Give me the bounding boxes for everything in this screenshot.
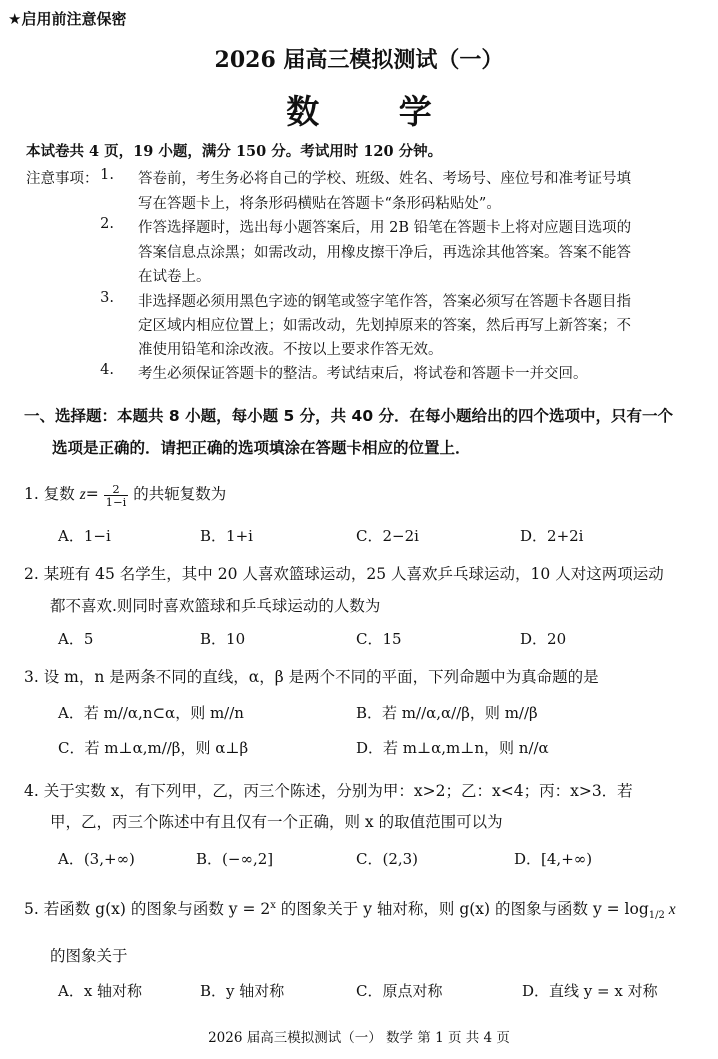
question-1 xyxy=(24,482,226,508)
note-line: 非选择题必须用黑色字迹的钢笔或签字笔作答，答案必须写在答题卡各题目指 xyxy=(138,294,631,310)
q3-option-d: D．若 m⊥α,m⊥n，则 n//α xyxy=(356,739,549,757)
q5-option-a: A．x 轴对称 xyxy=(58,982,143,1000)
q2-line1: 某班有 45 名学生，其中 20 人喜欢篮球运动，25 人喜欢乒乓球运动，10 人对这两项运动 xyxy=(43,565,664,583)
q1-option-c: C．2−2i xyxy=(356,527,419,545)
note-line: 答案信息点涂黑；如需改动，用橡皮擦干净后，再选涂其他答案。答案不能答 xyxy=(138,245,631,261)
q1-eq: = xyxy=(85,485,99,503)
q4-option-d: D．[4,+∞) xyxy=(514,850,593,868)
q1-option-d: D．2+2i xyxy=(520,527,584,545)
question-number: 2. xyxy=(24,565,39,583)
question-number: 3. xyxy=(24,668,39,686)
q3-option-b: B．若 m//α,α//β，则 m//β xyxy=(356,704,538,722)
question-number: 5. xyxy=(24,900,39,918)
question-number: 1. xyxy=(24,485,39,503)
notes-heading: 注意事项： xyxy=(26,171,99,187)
q5-option-b: B．y 轴对称 xyxy=(200,982,285,1000)
q1-option-b: B．1+i xyxy=(200,527,253,545)
question-2 xyxy=(24,562,664,584)
q5-var: x xyxy=(664,901,676,918)
q1-frac-num: 2 xyxy=(104,483,129,496)
question-number: 4. xyxy=(24,782,39,800)
q5-option-d: D．直线 y = x 对称 xyxy=(522,982,658,1000)
q5-log-base: 1/2 xyxy=(648,910,665,922)
q1-suffix: 的共轭复数为 xyxy=(133,485,227,503)
exam-info: 本试卷共 4 页，19 小题，满分 150 分。考试用时 120 分钟。 xyxy=(26,143,443,160)
q4-option-a: A．(3,+∞) xyxy=(58,850,135,868)
question-3 xyxy=(24,665,599,687)
question-5 xyxy=(24,897,676,921)
exam-title: 2026 届高三模拟测试（一） xyxy=(214,47,504,73)
q2-option-c: C．15 xyxy=(356,630,402,648)
q4-line2: 甲，乙，丙三个陈述中有且仅有一个正确，则 x 的取值范围可以为 xyxy=(50,813,503,831)
q1-option-a: A．1−i xyxy=(58,527,111,545)
note-number: 2. xyxy=(100,216,114,232)
subject-title: 数 学 xyxy=(286,92,466,131)
q3-text: 设 m，n 是两条不同的直线，α，β 是两个不同的平面，下列命题中为真命题的是 xyxy=(43,668,599,686)
q1-var: z xyxy=(79,486,86,503)
section-heading: 一、选择题：本题共 8 小题，每小题 5 分，共 40 分．在每小题给出的四个选项中，只有一个 xyxy=(24,407,674,425)
q5-part2: 的图象关于 y 轴对称，则 g(x) 的图象与函数 y = log xyxy=(275,900,649,918)
note-line: 在试卷上。 xyxy=(138,269,211,285)
note-number: 4. xyxy=(100,362,114,378)
q5-part1: 若函数 g(x) 的图象与函数 y = 2 xyxy=(43,900,271,918)
q5-line2: 的图象关于 xyxy=(50,947,128,965)
note-number: 3. xyxy=(100,290,114,306)
note-line: 准使用铅笔和涂改液。不按以上要求作答无效。 xyxy=(138,342,443,358)
question-4 xyxy=(24,779,633,801)
note-line: 考生必须保证答题卡的整洁。考试结束后，将试卷和答题卡一并交回。 xyxy=(138,366,588,382)
note-number: 1. xyxy=(100,167,114,183)
q2-option-a: A．5 xyxy=(58,630,94,648)
q4-line1: 关于实数 x，有下列甲，乙，丙三个陈述，分别为甲：x>2；乙：x<4；丙：x>3．若 xyxy=(43,782,633,800)
q2-line2: 都不喜欢.则同时喜欢篮球和乒乓球运动的人数为 xyxy=(50,597,381,615)
q3-option-c: C．若 m⊥α,m//β，则 α⊥β xyxy=(58,739,249,757)
q4-option-c: C．(2,3) xyxy=(356,850,419,868)
q1-prefix: 复数 xyxy=(43,485,75,503)
note-line: 作答选择题时，选出每小题答案后，用 2B 铅笔在答题卡上将对应题目选项的 xyxy=(138,220,632,236)
q1-fraction xyxy=(104,483,129,508)
page-footer: 2026 届高三模拟测试（一） 数学 第 1 页 共 4 页 xyxy=(208,1030,510,1046)
q4-option-b: B．(−∞,2] xyxy=(196,850,274,868)
q5-superscript: x xyxy=(270,899,276,911)
confidential-mark: ★启用前注意保密 xyxy=(8,10,127,28)
q1-frac-den: 1−i xyxy=(105,494,127,509)
note-line: 写在答题卡上，将条形码横贴在答题卡“条形码粘贴处”。 xyxy=(138,196,501,212)
q2-option-b: B．10 xyxy=(200,630,246,648)
q5-option-c: C．原点对称 xyxy=(356,982,443,1000)
q3-option-a: A．若 m//α,n⊂α，则 m//n xyxy=(58,704,244,722)
note-line: 定区域内相应位置上；如需改动，先划掉原来的答案，然后再写上新答案；不 xyxy=(138,318,631,334)
q2-option-d: D．20 xyxy=(520,630,567,648)
section-heading-cont: 选项是正确的．请把正确的选项填涂在答题卡相应的位置上． xyxy=(52,439,471,457)
note-line: 答卷前，考生务必将自己的学校、班级、姓名、考场号、座位号和准考证号填 xyxy=(138,171,631,187)
